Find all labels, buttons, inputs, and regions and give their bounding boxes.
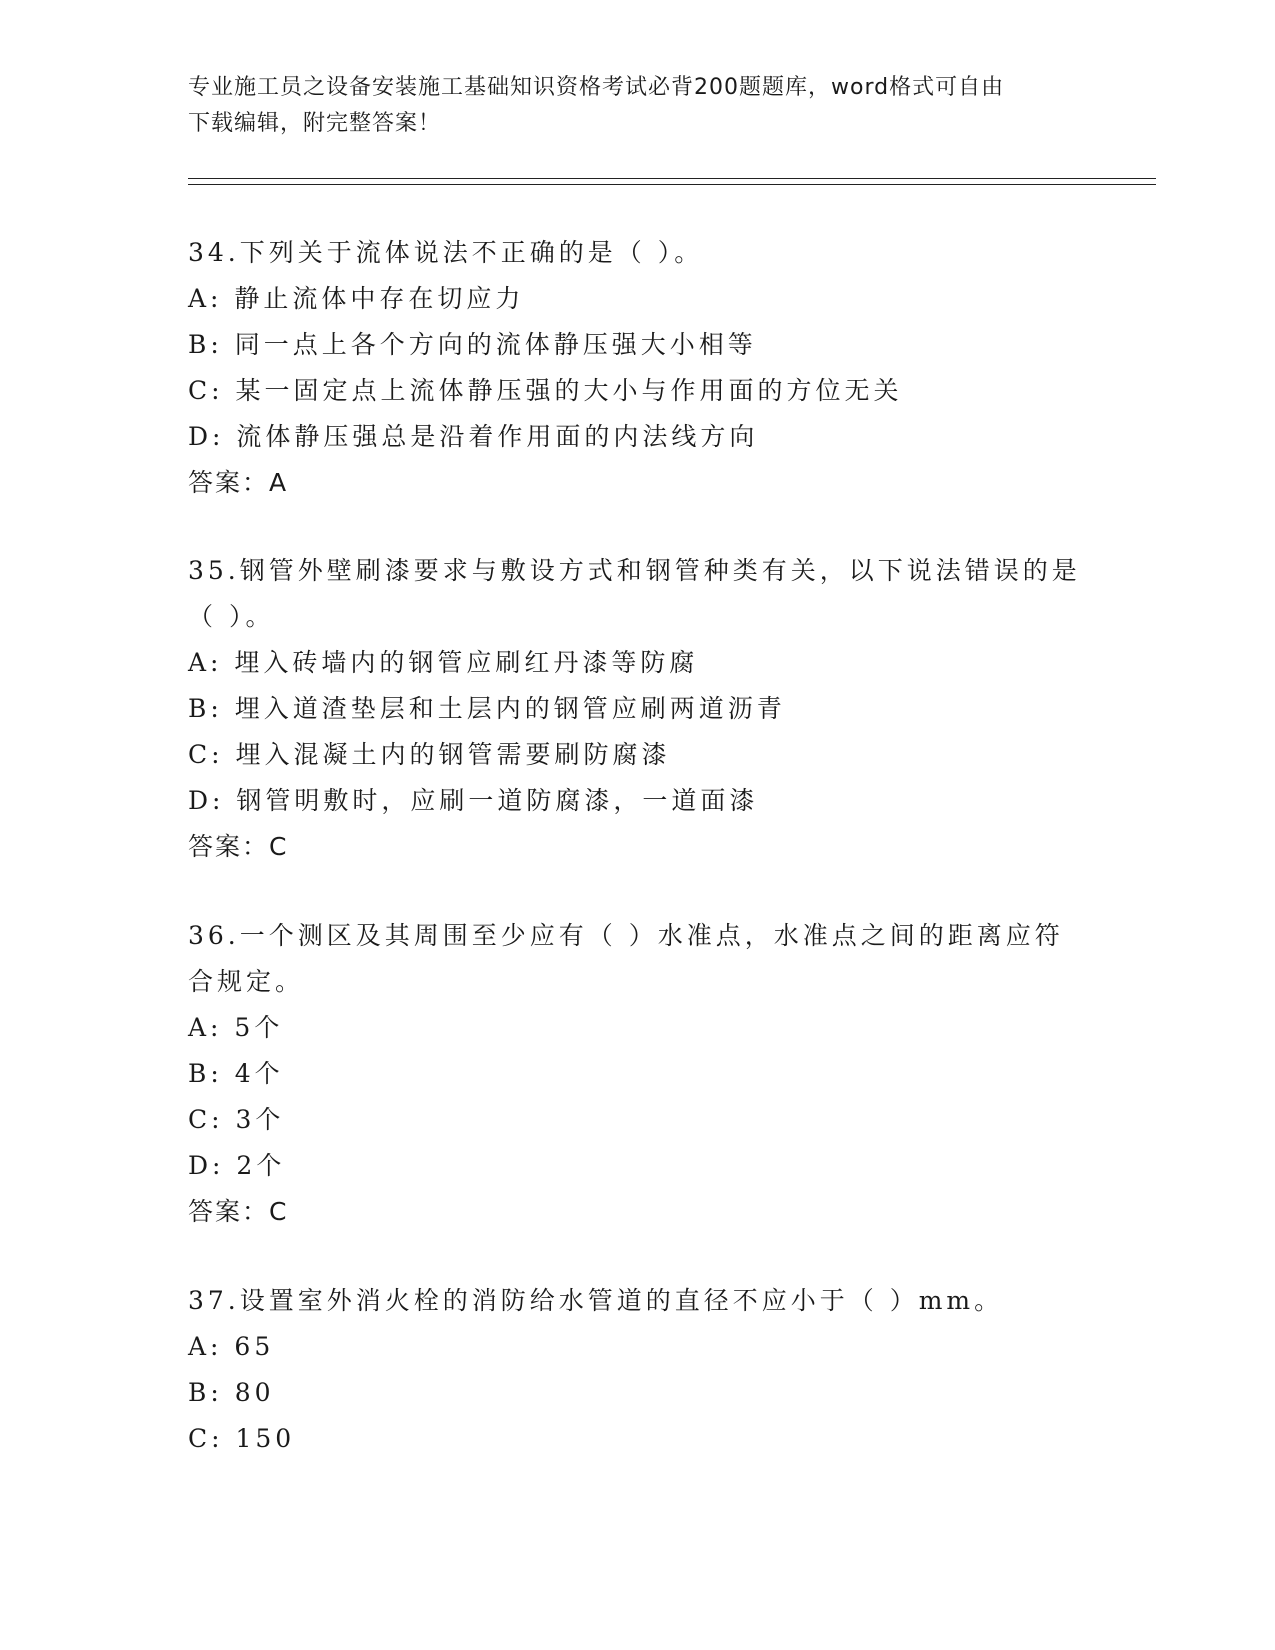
question-36 [188,913,1088,1235]
option-c: C: 3个 [188,1105,285,1134]
document-header [188,70,1088,142]
header-divider-top [188,178,1156,179]
option-a: A: 5个 [188,1013,284,1042]
option-c: C: 某一固定点上流体静压强的大小与作用面的方位无关 [188,376,903,405]
question-37 [188,1278,1088,1462]
question-stem-continued: （ ）。 [188,602,275,631]
header-divider-bottom [188,184,1156,185]
question-34 [188,230,1088,506]
option-d: D: 钢管明敷时，应刷一道防腐漆，一道面漆 [188,786,759,815]
question-stem: 35.钢管外壁刷漆要求与敷设方式和钢管种类有关，以下说法错误的是 [188,556,1081,585]
option-b: B: 4个 [188,1059,284,1088]
option-b: B: 埋入道渣垫层和土层内的钢管应刷两道沥青 [188,694,786,723]
option-c: C: 150 [188,1424,296,1453]
header-line-2: 下载编辑，附完整答案！ [188,111,442,136]
answer: 答案：C [188,1197,289,1226]
option-d: D: 流体静压强总是沿着作用面的内法线方向 [188,422,759,451]
answer: 答案：C [188,832,289,861]
option-d: D: 2个 [188,1151,286,1180]
question-stem: 34.下列关于流体说法不正确的是（ ）。 [188,238,704,267]
question-stem: 36.一个测区及其周围至少应有（ ）水准点，水准点之间的距离应符 [188,921,1064,950]
option-c: C: 埋入混凝土内的钢管需要刷防腐漆 [188,740,671,769]
option-b: B: 同一点上各个方向的流体静压强大小相等 [188,330,757,359]
question-stem-continued: 合规定。 [188,967,305,996]
question-stem: 37.设置室外消火栓的消防给水管道的直径不应小于（ ）mm。 [188,1286,1004,1315]
option-b: B: 80 [188,1378,275,1407]
header-line-1: 专业施工员之设备安装施工基础知识资格考试必背200题题库，word格式可自由 [188,75,1005,100]
option-a: A: 埋入砖墙内的钢管应刷红丹漆等防腐 [188,648,699,677]
option-a: A: 65 [188,1332,275,1361]
question-35 [188,548,1088,870]
option-a: A: 静止流体中存在切应力 [188,284,525,313]
answer: 答案：A [188,468,289,497]
